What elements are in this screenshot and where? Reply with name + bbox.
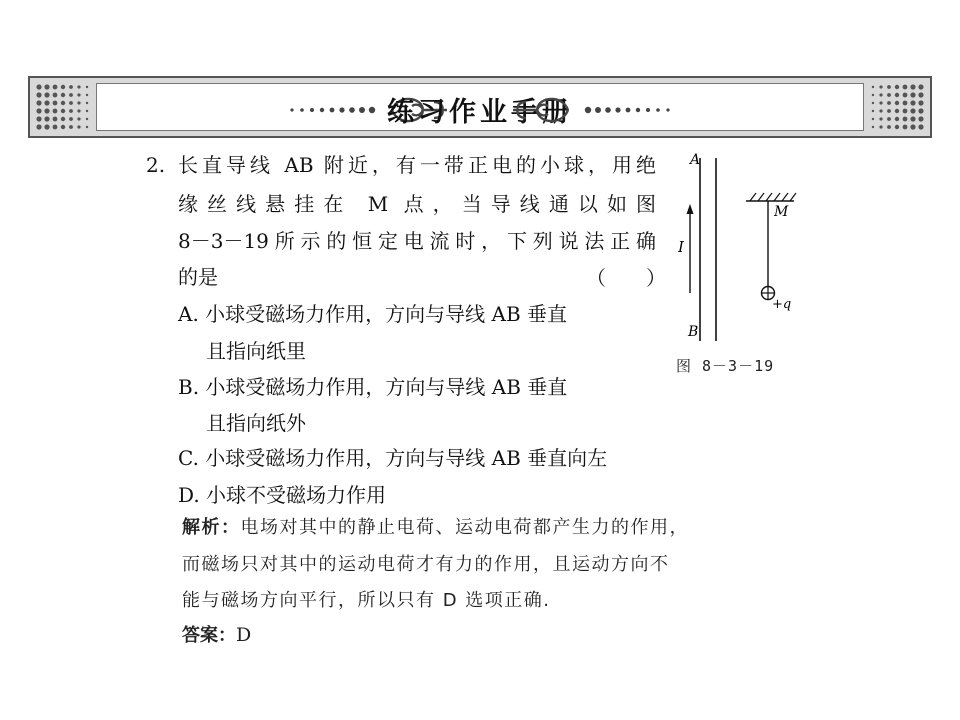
label-b: B bbox=[688, 324, 699, 340]
dot-pattern-icon bbox=[34, 82, 92, 132]
ceiling-hatch-icon bbox=[750, 193, 796, 201]
question-line-3: 8－3－19所示的恒定电流时，下列说法正确 bbox=[178, 229, 656, 253]
answer-value: D bbox=[236, 624, 252, 646]
answer-line bbox=[182, 623, 251, 648]
question-line-2: 缘丝线悬挂在 M 点，当导线通以如图 bbox=[178, 192, 656, 216]
option-a: A. 小球受磁场力作用，方向与导线 AB 垂直 bbox=[178, 302, 568, 326]
header-banner bbox=[28, 76, 932, 138]
banner-inner bbox=[96, 83, 864, 131]
analysis-text-1: 电场对其中的静止电荷、运动电荷都产生力的作用， bbox=[240, 517, 689, 538]
option-a-continued: 且指向纸里 bbox=[206, 339, 306, 363]
arrow-head-icon bbox=[687, 204, 694, 214]
option-c: C. 小球受磁场力作用，方向与导线 AB 垂直向左 bbox=[178, 446, 608, 470]
option-d: D. 小球不受磁场力作用 bbox=[178, 483, 387, 507]
label-a: A bbox=[690, 152, 701, 168]
option-b: B. 小球受磁场力作用，方向与导线 AB 垂直 bbox=[178, 375, 568, 399]
analysis-label: 解析： bbox=[182, 517, 241, 538]
analysis-line-3: 能与磁场方向平行，所以只有 D 选项正确. bbox=[182, 590, 551, 611]
banner-title: 练习作业手册 bbox=[387, 97, 573, 128]
circuit-figure bbox=[668, 148, 828, 358]
dot-pattern-icon bbox=[868, 82, 926, 132]
answer-blank: （ ） bbox=[586, 266, 666, 290]
label-current: I bbox=[678, 238, 684, 256]
label-m: M bbox=[774, 204, 789, 220]
analysis-line-1 bbox=[182, 516, 689, 540]
ornament-icon bbox=[488, 92, 688, 128]
question-number: 2. bbox=[146, 153, 166, 177]
figure-caption: 图 8－3－19 bbox=[676, 357, 775, 375]
answer-label: 答案： bbox=[182, 625, 236, 646]
option-b-continued: 且指向纸外 bbox=[206, 411, 306, 435]
question-line-1: 长直导线 AB 附近，有一带正电的小球，用绝 bbox=[178, 153, 656, 177]
question-line-4: 的是 bbox=[178, 265, 218, 289]
analysis-line-2: 而磁场只对其中的运动电荷才有力的作用，且运动方向不 bbox=[182, 554, 670, 575]
label-q: +q bbox=[772, 297, 792, 312]
